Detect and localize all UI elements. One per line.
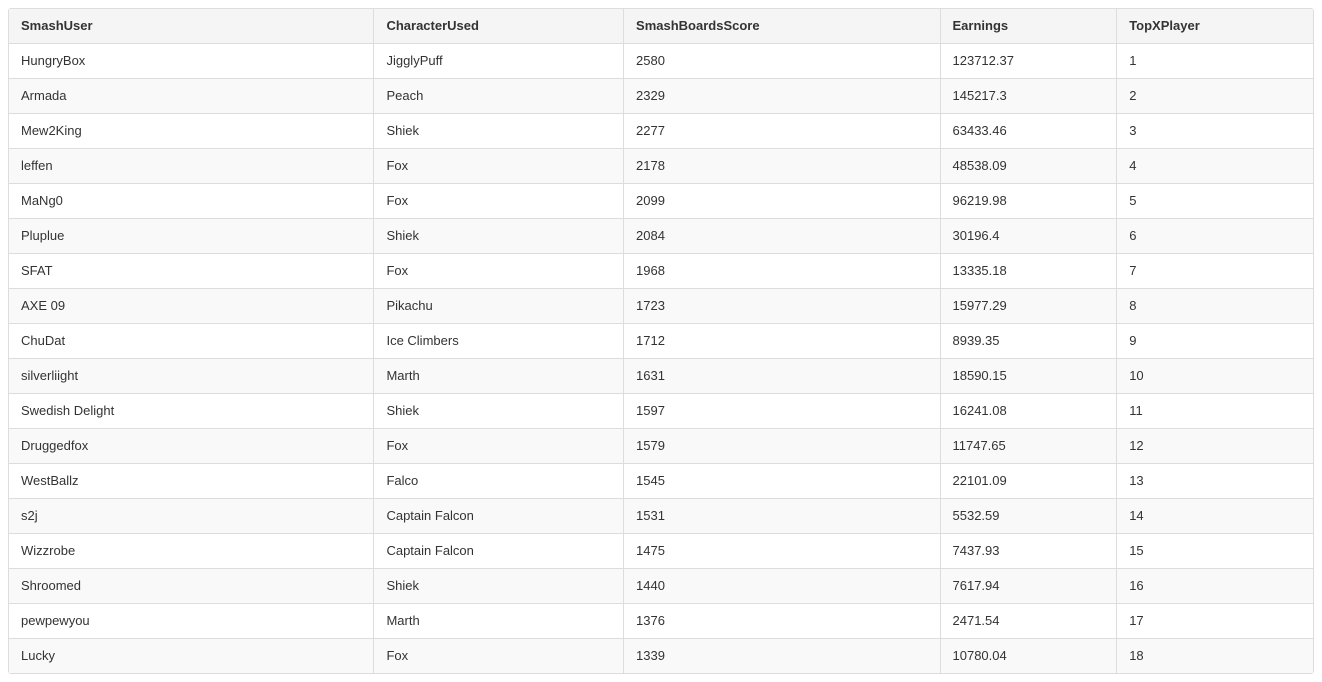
- cell-top-x-player: 5: [1116, 183, 1313, 218]
- cell-smash-user: HungryBox: [9, 43, 373, 78]
- table-row: [9, 148, 1313, 183]
- cell-smash-user: Wizzrobe: [9, 533, 373, 568]
- cell-smash-boards-score: 1545: [623, 463, 939, 498]
- cell-smash-boards-score: 1631: [623, 358, 939, 393]
- cell-smash-user: MaNg0: [9, 183, 373, 218]
- cell-smash-user: Shroomed: [9, 568, 373, 603]
- column-header-smashboardsscore: SmashBoardsScore: [623, 9, 939, 43]
- cell-smash-user: Pluplue: [9, 218, 373, 253]
- cell-smash-boards-score: 2084: [623, 218, 939, 253]
- cell-smash-user: Lucky: [9, 638, 373, 673]
- cell-character-used: Fox: [373, 638, 623, 673]
- cell-smash-user: Mew2King: [9, 113, 373, 148]
- cell-earnings: 22101.09: [940, 463, 1117, 498]
- cell-top-x-player: 11: [1116, 393, 1313, 428]
- cell-earnings: 13335.18: [940, 253, 1117, 288]
- cell-character-used: Fox: [373, 428, 623, 463]
- cell-top-x-player: 17: [1116, 603, 1313, 638]
- cell-earnings: 7617.94: [940, 568, 1117, 603]
- table-row: [9, 218, 1313, 253]
- cell-top-x-player: 18: [1116, 638, 1313, 673]
- column-header-characterused: CharacterUsed: [373, 9, 623, 43]
- header-row: [9, 9, 1313, 43]
- table-row: [9, 568, 1313, 603]
- cell-earnings: 16241.08: [940, 393, 1117, 428]
- cell-earnings: 96219.98: [940, 183, 1117, 218]
- cell-smash-user: Druggedfox: [9, 428, 373, 463]
- cell-top-x-player: 8: [1116, 288, 1313, 323]
- cell-character-used: Falco: [373, 463, 623, 498]
- cell-character-used: Shiek: [373, 218, 623, 253]
- column-header-smashuser: SmashUser: [9, 9, 373, 43]
- cell-top-x-player: 4: [1116, 148, 1313, 183]
- cell-earnings: 63433.46: [940, 113, 1117, 148]
- cell-top-x-player: 7: [1116, 253, 1313, 288]
- cell-top-x-player: 12: [1116, 428, 1313, 463]
- cell-smash-boards-score: 1339: [623, 638, 939, 673]
- cell-earnings: 10780.04: [940, 638, 1117, 673]
- cell-smash-boards-score: 1376: [623, 603, 939, 638]
- cell-smash-boards-score: 1440: [623, 568, 939, 603]
- cell-smash-user: SFAT: [9, 253, 373, 288]
- cell-earnings: 30196.4: [940, 218, 1117, 253]
- cell-top-x-player: 10: [1116, 358, 1313, 393]
- cell-smash-boards-score: 2099: [623, 183, 939, 218]
- cell-character-used: Marth: [373, 603, 623, 638]
- table-row: [9, 323, 1313, 358]
- cell-earnings: 48538.09: [940, 148, 1117, 183]
- cell-smash-boards-score: 1475: [623, 533, 939, 568]
- table-row: [9, 253, 1313, 288]
- cell-earnings: 8939.35: [940, 323, 1117, 358]
- cell-smash-boards-score: 2277: [623, 113, 939, 148]
- cell-earnings: 2471.54: [940, 603, 1117, 638]
- cell-character-used: Fox: [373, 253, 623, 288]
- cell-earnings: 15977.29: [940, 288, 1117, 323]
- cell-character-used: Ice Climbers: [373, 323, 623, 358]
- cell-top-x-player: 2: [1116, 78, 1313, 113]
- cell-earnings: 7437.93: [940, 533, 1117, 568]
- table-row: [9, 78, 1313, 113]
- cell-smash-boards-score: 1597: [623, 393, 939, 428]
- cell-character-used: Captain Falcon: [373, 533, 623, 568]
- cell-character-used: Fox: [373, 148, 623, 183]
- cell-top-x-player: 16: [1116, 568, 1313, 603]
- table-body: [9, 43, 1313, 673]
- cell-smash-boards-score: 1723: [623, 288, 939, 323]
- cell-smash-user: AXE 09: [9, 288, 373, 323]
- table-row: [9, 533, 1313, 568]
- cell-character-used: Fox: [373, 183, 623, 218]
- cell-smash-user: pewpewyou: [9, 603, 373, 638]
- cell-top-x-player: 13: [1116, 463, 1313, 498]
- cell-character-used: Pikachu: [373, 288, 623, 323]
- cell-top-x-player: 1: [1116, 43, 1313, 78]
- cell-smash-user: s2j: [9, 498, 373, 533]
- table-header: [9, 9, 1313, 43]
- table-row: [9, 603, 1313, 638]
- cell-earnings: 123712.37: [940, 43, 1117, 78]
- cell-top-x-player: 15: [1116, 533, 1313, 568]
- cell-earnings: 145217.3: [940, 78, 1117, 113]
- cell-smash-user: Armada: [9, 78, 373, 113]
- cell-smash-boards-score: 1712: [623, 323, 939, 358]
- cell-smash-boards-score: 1579: [623, 428, 939, 463]
- column-header-earnings: Earnings: [940, 9, 1117, 43]
- cell-smash-user: leffen: [9, 148, 373, 183]
- cell-character-used: Marth: [373, 358, 623, 393]
- cell-smash-user: Swedish Delight: [9, 393, 373, 428]
- cell-smash-user: ChuDat: [9, 323, 373, 358]
- table-row: [9, 393, 1313, 428]
- cell-top-x-player: 3: [1116, 113, 1313, 148]
- cell-smash-boards-score: 1968: [623, 253, 939, 288]
- table-row: [9, 463, 1313, 498]
- table-row: [9, 288, 1313, 323]
- table-row: [9, 183, 1313, 218]
- cell-smash-boards-score: 2580: [623, 43, 939, 78]
- cell-smash-boards-score: 1531: [623, 498, 939, 533]
- cell-character-used: Peach: [373, 78, 623, 113]
- cell-character-used: Shiek: [373, 393, 623, 428]
- cell-character-used: Shiek: [373, 113, 623, 148]
- cell-earnings: 5532.59: [940, 498, 1117, 533]
- cell-smash-boards-score: 2178: [623, 148, 939, 183]
- cell-character-used: JigglyPuff: [373, 43, 623, 78]
- cell-earnings: 11747.65: [940, 428, 1117, 463]
- cell-top-x-player: 6: [1116, 218, 1313, 253]
- table-row: [9, 428, 1313, 463]
- table-row: [9, 43, 1313, 78]
- table-row: [9, 358, 1313, 393]
- cell-earnings: 18590.15: [940, 358, 1117, 393]
- table-row: [9, 498, 1313, 533]
- table-row: [9, 113, 1313, 148]
- cell-smash-user: WestBallz: [9, 463, 373, 498]
- table-row: [9, 638, 1313, 673]
- cell-character-used: Captain Falcon: [373, 498, 623, 533]
- cell-smash-user: silverliight: [9, 358, 373, 393]
- cell-top-x-player: 9: [1116, 323, 1313, 358]
- cell-top-x-player: 14: [1116, 498, 1313, 533]
- cell-character-used: Shiek: [373, 568, 623, 603]
- players-table: [8, 8, 1314, 674]
- column-header-topxplayer: TopXPlayer: [1116, 9, 1313, 43]
- cell-smash-boards-score: 2329: [623, 78, 939, 113]
